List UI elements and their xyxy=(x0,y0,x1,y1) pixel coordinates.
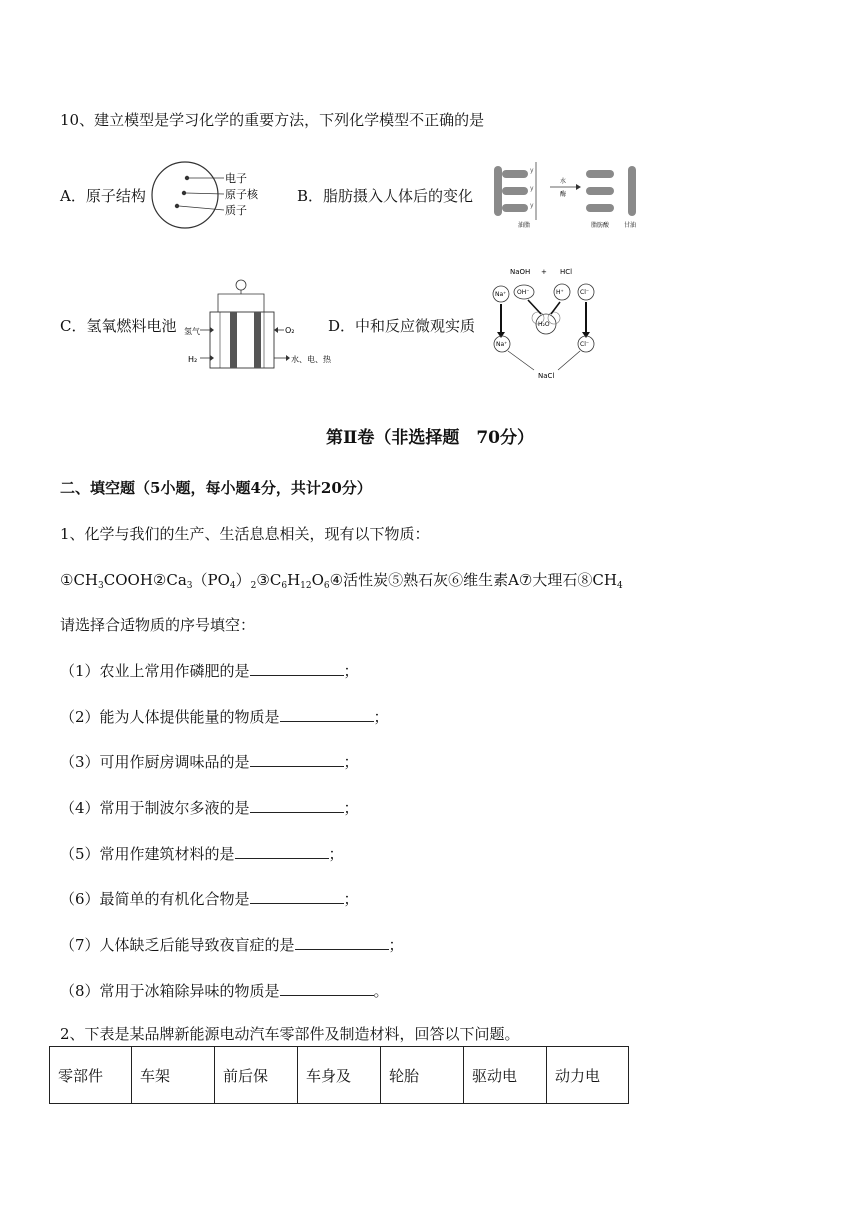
label-fatty-acid: 脂肪酸 xyxy=(591,222,610,229)
answer-blank[interactable] xyxy=(280,981,374,996)
label-hcl: HCl xyxy=(560,268,573,276)
label-nucleus: 原子核 xyxy=(225,188,258,201)
electron-dot xyxy=(185,176,189,180)
list-item: （3）可用作厨房调味品的是 ； xyxy=(60,753,359,771)
label-glycerol: 甘油 xyxy=(624,222,637,229)
label-na-ion-1: Na⁺ xyxy=(495,291,507,298)
label-oh-ion: OH⁻ xyxy=(517,289,530,296)
answer-blank[interactable] xyxy=(250,661,344,676)
fuel-cell-diagram xyxy=(184,272,344,372)
table-cell: 驱动电 xyxy=(464,1047,547,1104)
part-heading: 二、填空题（5小题，每小题4分，共计20分） xyxy=(60,479,372,497)
table-cell: 零部件 xyxy=(50,1047,132,1104)
option-a-label: A．原子结构 xyxy=(60,187,146,205)
question-2-stem: 2、下表是某品牌新能源电动汽车零部件及制造材料，回答以下问题。 xyxy=(60,1025,520,1043)
list-item: （2）能为人体提供能量的物质是 ； xyxy=(60,708,389,726)
atom-structure-diagram xyxy=(150,160,260,230)
label-nacl: NaCl xyxy=(538,372,555,380)
answer-blank[interactable] xyxy=(295,935,389,950)
proton-dot xyxy=(175,204,179,208)
question-1-stem: 1、化学与我们的生产、生活息息相关，现有以下物质： xyxy=(60,525,430,543)
label-h2: H₂ xyxy=(188,355,198,364)
label-o2: O₂ xyxy=(285,326,295,335)
list-item: （8）常用于冰箱除异味的物质是 。 xyxy=(60,982,389,1000)
svg-text:y: y xyxy=(530,202,534,209)
option-c-label: C．氢氧燃料电池 xyxy=(60,317,177,335)
label-proton: 质子 xyxy=(225,204,247,217)
label-enzyme: 酶 xyxy=(560,191,567,198)
substance-list: $①CH_3COOH②Ca_3(PO_4)_2③C_6H_{12}O_6④$活性炭⑤熟石灰⑥维生素A⑦大理石$⑧CH_4$ xyxy=(60,571,623,591)
answer-blank[interactable] xyxy=(280,707,374,722)
parts-table xyxy=(49,1046,629,1104)
table-cell: 动力电 xyxy=(547,1047,629,1104)
label-water: 水 xyxy=(560,178,567,185)
option-d-label: D．中和反应微观实质 xyxy=(328,317,476,335)
fat-digestion-diagram xyxy=(488,160,648,232)
answer-blank[interactable] xyxy=(250,752,344,767)
neutralization-diagram xyxy=(488,262,608,384)
table-row xyxy=(50,1047,629,1104)
table-cell: 轮胎 xyxy=(381,1047,464,1104)
list-item: （1）农业上常用作磷肥的是 ； xyxy=(60,662,359,680)
label-h2o: H₂O xyxy=(538,321,550,328)
label-naoh: NaOH xyxy=(510,268,531,276)
list-item: （7）人体缺乏后能导致夜盲症的是 ； xyxy=(60,936,404,954)
list-item: （4）常用于制波尔多液的是 ； xyxy=(60,799,359,817)
answer-blank[interactable] xyxy=(250,798,344,813)
list-item: （5）常用作建筑材料的是 ； xyxy=(60,845,344,863)
table-cell: 前后保 xyxy=(215,1047,298,1104)
question-10-stem: 10、建立模型是学习化学的重要方法，下列化学模型不正确的是 xyxy=(60,111,485,129)
label-products: 水、电、热 xyxy=(291,355,331,364)
table-cell: 车架 xyxy=(132,1047,215,1104)
label-plus: + xyxy=(541,268,547,276)
question-1-instruction: 请选择合适物质的序号填空： xyxy=(60,616,256,634)
label-oil: 油脂 xyxy=(518,222,531,229)
label-cl-ion-2: Cl⁻ xyxy=(580,341,590,348)
svg-text:y: y xyxy=(530,167,534,174)
label-h-ion: H⁺ xyxy=(556,289,564,296)
bulb-icon xyxy=(236,280,246,290)
label-electron: 电子 xyxy=(225,172,247,185)
answer-blank[interactable] xyxy=(235,844,329,859)
nucleus-dot xyxy=(182,191,186,195)
svg-text:y: y xyxy=(530,185,534,192)
label-cl-ion-1: Cl⁻ xyxy=(580,289,590,296)
answer-blank[interactable] xyxy=(250,889,344,904)
label-hydrogen-gas: 氢气 xyxy=(184,327,200,336)
option-b-label: B．脂肪摄入人体后的变化 xyxy=(297,187,474,205)
section-title: 第Ⅱ卷（非选择题 70分） xyxy=(326,428,534,448)
table-cell: 车身及 xyxy=(298,1047,381,1104)
list-item: （6）最简单的有机化合物是 ； xyxy=(60,890,359,908)
label-na-ion-2: Na⁺ xyxy=(496,341,508,348)
